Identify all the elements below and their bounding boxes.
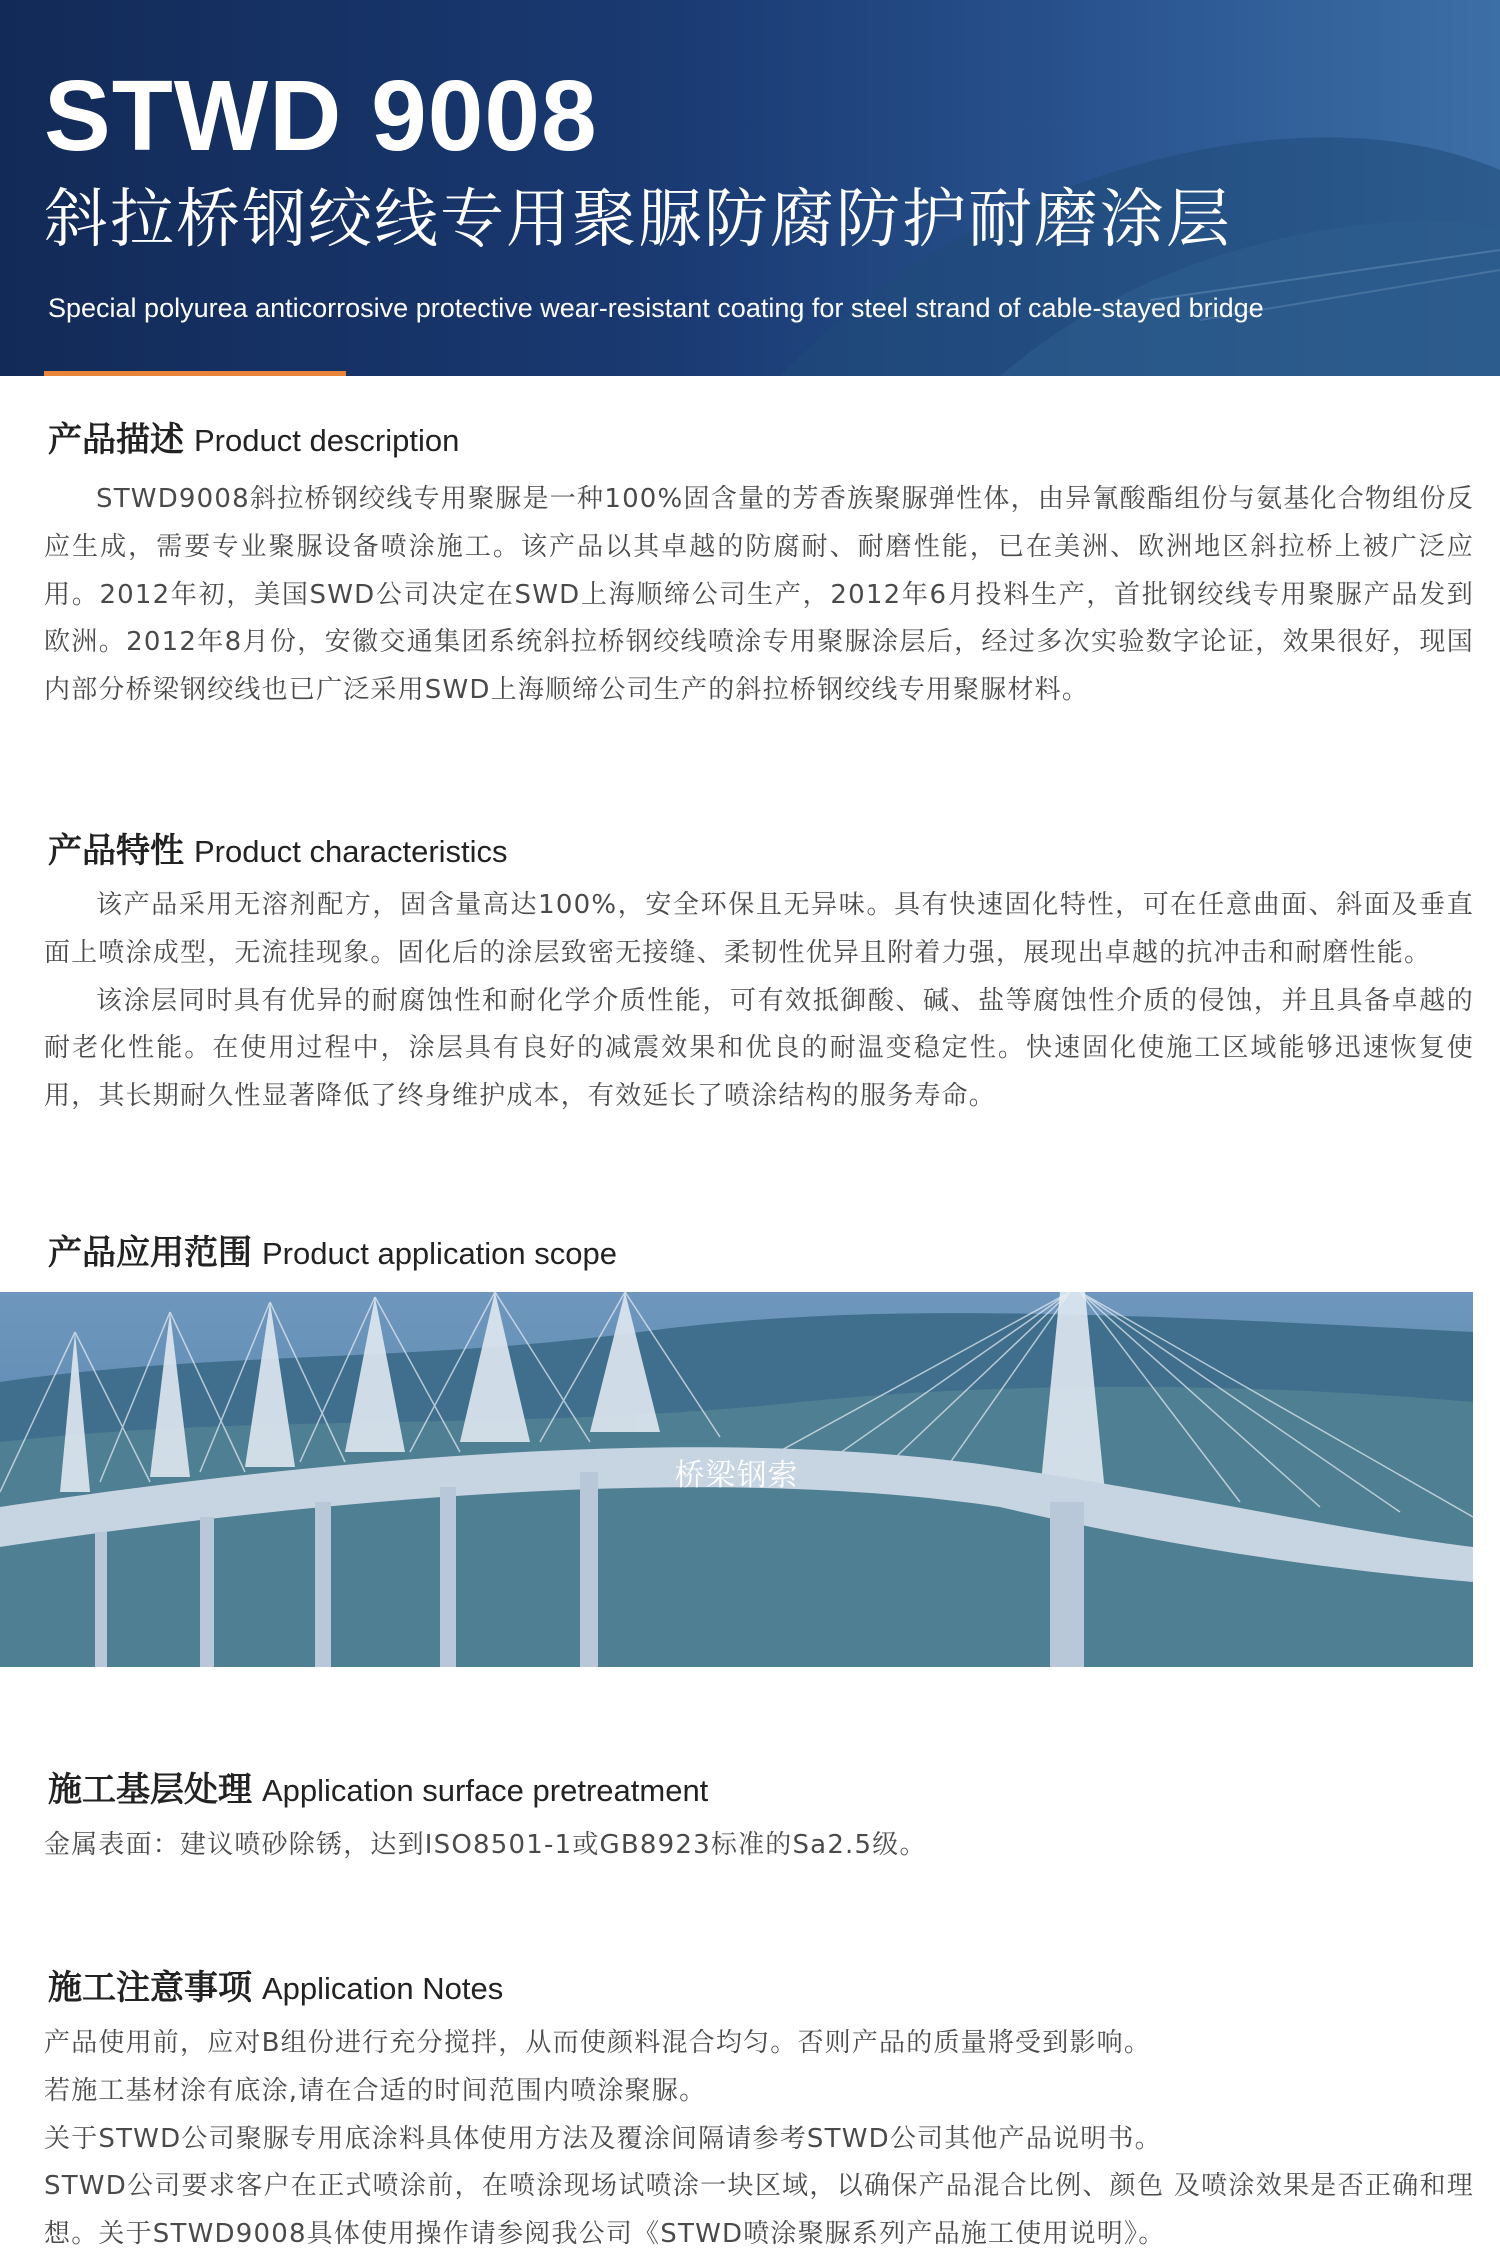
heading-cn: 产品特性 xyxy=(48,831,184,871)
section-heading-characteristics xyxy=(48,823,508,872)
accent-bar xyxy=(44,371,346,376)
heading-cn: 施工注意事项 xyxy=(48,1968,252,2008)
section-heading-pretreatment xyxy=(48,1762,708,1811)
notes-line: 若施工基材涂有底涂,请在合适的时间范围内喷涂聚脲。 xyxy=(44,2075,707,2106)
notes-line: STWD公司要求客户在正式喷涂前，在喷涂现场试喷涂一块区域，以确保产品混合比例、颜色 及喷涂效果是否正确和理想。关于STWD9008具体使用操作请参阅我公司《STWD喷涂聚脲系列产品施工使用说明》。 xyxy=(44,2171,1474,2250)
heading-en: Product description xyxy=(194,423,460,458)
characteristics-text xyxy=(44,882,1474,1121)
section-heading-description xyxy=(48,412,459,461)
product-title-cn: 斜拉桥钢绞线专用聚脲防腐防护耐磨涂层 xyxy=(44,183,1232,257)
characteristics-paragraph: 该涂层同时具有优异的耐腐蚀性和耐化学介质性能，可有效抵御酸、碱、盐等腐蚀性介质的侵蚀，并且具备卓越的耐老化性能。在使用过程中，涂层具有良好的减震效果和优良的耐温变稳定性。快速固化使施工区域能够迅速恢复使用，其长期耐久性显著降低了终身维护成本，有效延长了喷涂结构的服务寿命。 xyxy=(44,985,1474,1112)
product-title-en: Special polyurea anticorrosive protective wear-resistant coating for steel strand of cable-stayed bridge xyxy=(48,293,1264,323)
heading-cn: 产品应用范围 xyxy=(48,1233,252,1273)
description-text: STWD9008斜拉桥钢绞线专用聚脲是一种100%固含量的芳香族聚脲弹性体，由异氰酸酯组份与氨基化合物组份反应生成，需要专业聚脲设备喷涂施工。该产品以其卓越的防腐耐、耐磨性能，已在美洲、欧洲地区斜拉桥上被广泛应用。2012年初，美国SWD公司决定在SWD上海顺缔公司生产，2012年6月投料生产，首批钢绞线专用聚脲产品发到欧洲。2012年8月份，安徽交通集团系统斜拉桥钢绞线喷涂专用聚脲涂层后，经过多次实验数字论证，效果很好，现国内部分桥梁钢绞线也已广泛采用SWD上海顺缔公司生产的斜拉桥钢绞线专用聚脲材料。 xyxy=(44,484,1474,706)
notes-line: 产品使用前，应对B组份进行充分搅拌，从而使颜料混合均匀。否则产品的质量將受到影响。 xyxy=(44,2028,1152,2058)
bridge-photo xyxy=(0,1292,1473,1667)
section-heading-application xyxy=(48,1225,617,1274)
heading-cn: 施工基层处理 xyxy=(48,1770,252,1810)
characteristics-paragraph: 该产品采用无溶剂配方，固含量高达100%，安全环保且无异味。具有快速固化特性，可在任意曲面、斜面及垂直面上喷涂成型，无流挂现象。固化后的涂层致密无接缝、柔韧性优异且附着力强，展现出卓越的抗冲击和耐磨性能。 xyxy=(44,890,1474,968)
photo-caption: 桥梁钢索 xyxy=(674,1458,799,1493)
notes-line: 关于STWD公司聚脲专用底涂料具体使用方法及覆涂间隔请参考STWD公司其他产品说明书。 xyxy=(44,2123,1162,2154)
notes-text xyxy=(44,2020,1474,2259)
hero-banner xyxy=(0,0,1500,376)
heading-en: Application Notes xyxy=(262,1971,504,2006)
heading-en: Product application scope xyxy=(262,1236,618,1271)
heading-en: Product characteristics xyxy=(194,834,508,869)
heading-cn: 产品描述 xyxy=(48,420,184,460)
pretreatment-text: 金属表面：建议喷砂除锈，达到ISO8501-1或GB8923标准的Sa2.5级。 xyxy=(44,1830,927,1860)
product-model: STWD 9008 xyxy=(44,60,598,172)
heading-en: Application surface pretreatment xyxy=(262,1773,709,1808)
section-heading-notes xyxy=(48,1960,503,2009)
